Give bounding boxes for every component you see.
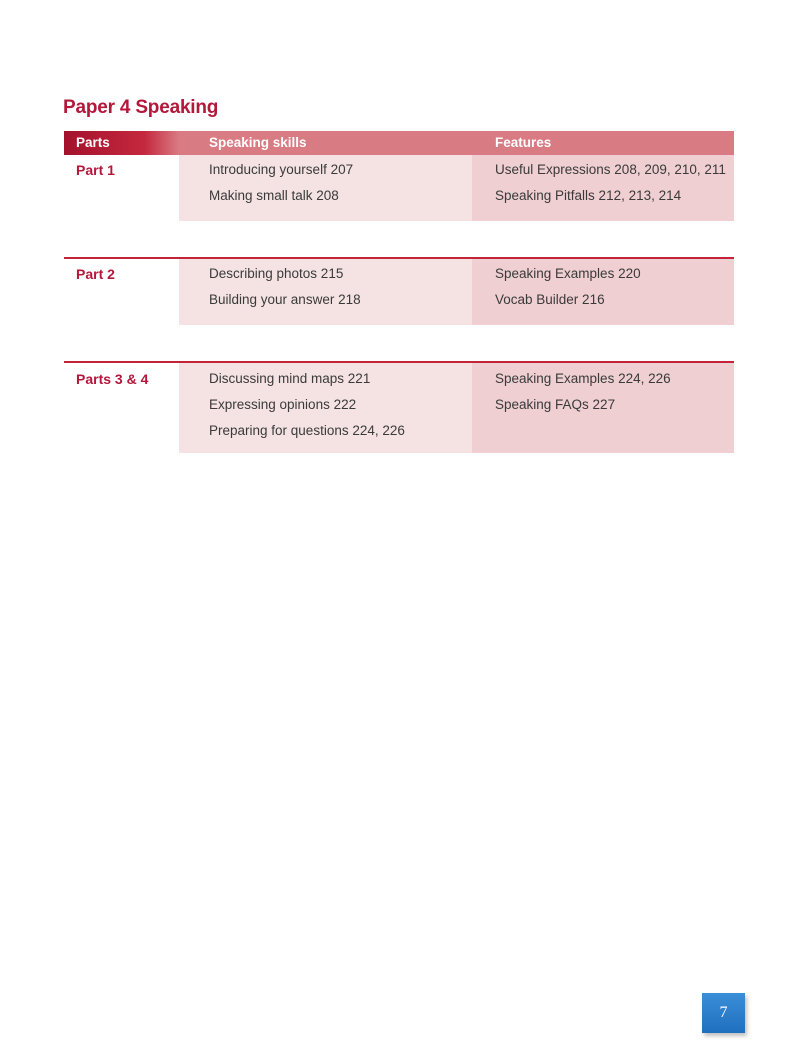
header-features: Features xyxy=(495,135,552,150)
skill-item: Preparing for questions 224, 226 xyxy=(209,423,405,438)
skill-item: Describing photos 215 xyxy=(209,266,344,281)
header-speaking-skills: Speaking skills xyxy=(209,135,307,150)
feature-item: Vocab Builder 216 xyxy=(495,292,605,307)
skill-item: Expressing opinions 222 xyxy=(209,397,357,412)
feature-item: Speaking FAQs 227 xyxy=(495,397,616,412)
skill-item: Making small talk 208 xyxy=(209,188,339,203)
skill-item: Discussing mind maps 221 xyxy=(209,371,371,386)
section-part-2 xyxy=(64,257,734,325)
part-label: Parts 3 & 4 xyxy=(76,371,149,387)
skill-item: Building your answer 218 xyxy=(209,292,361,307)
skill-item: Introducing yourself 207 xyxy=(209,162,354,177)
feature-item: Speaking Examples 220 xyxy=(495,266,641,281)
section-parts-3-4 xyxy=(64,361,734,453)
feature-item: Useful Expressions 208, 209, 210, 211 xyxy=(495,162,726,177)
table-header xyxy=(64,131,734,155)
section-part-1 xyxy=(64,155,734,221)
page-title: Paper 4 Speaking xyxy=(63,97,219,118)
part-label: Part 1 xyxy=(76,162,115,178)
feature-item: Speaking Pitfalls 212, 213, 214 xyxy=(495,188,682,203)
page-number-badge: 7 xyxy=(702,993,745,1033)
header-parts: Parts xyxy=(64,131,179,155)
feature-item: Speaking Examples 224, 226 xyxy=(495,371,671,386)
part-label: Part 2 xyxy=(76,266,115,282)
